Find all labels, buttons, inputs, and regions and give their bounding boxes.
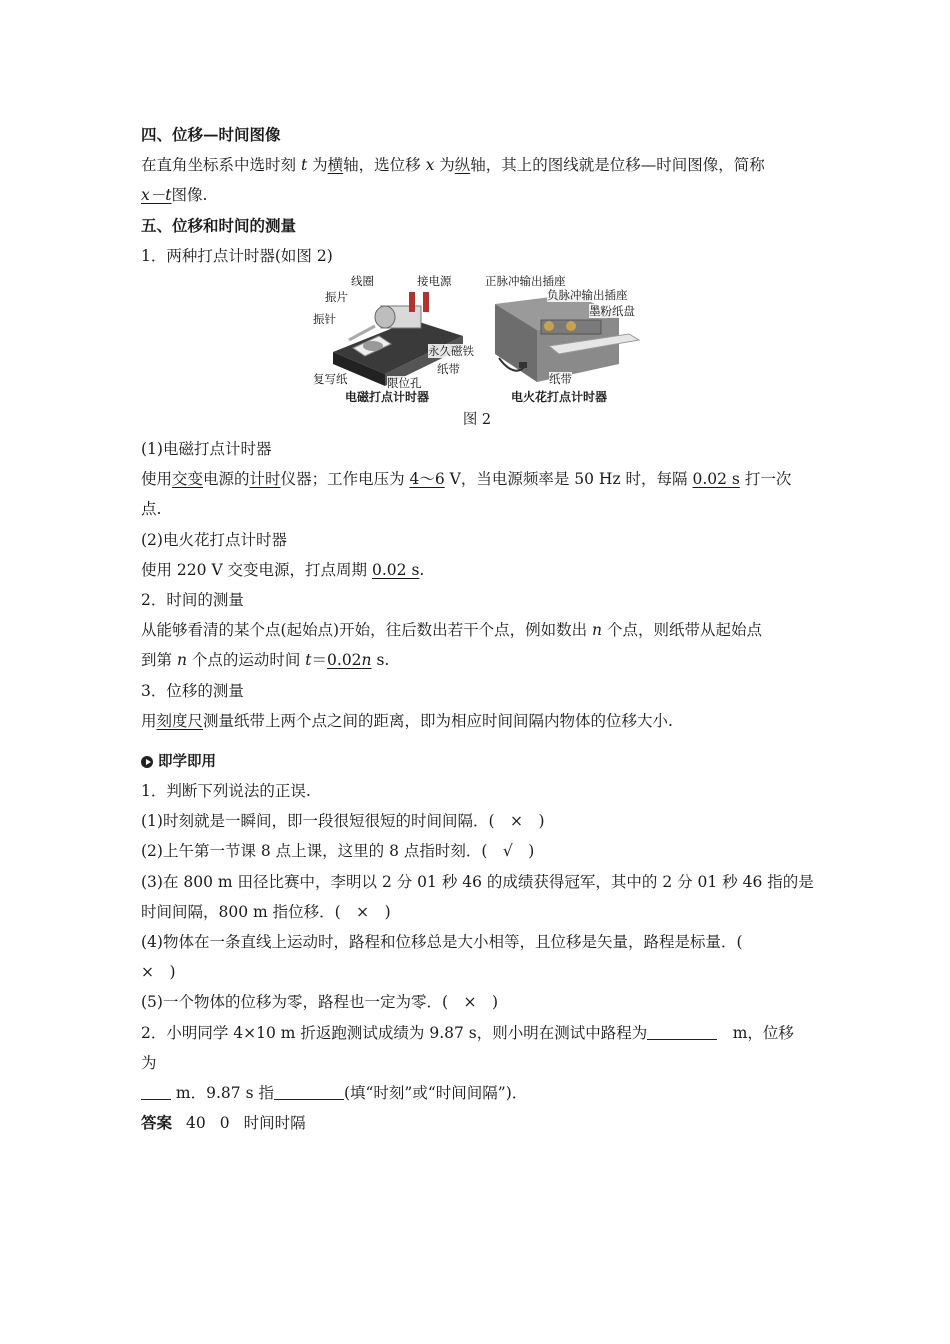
timer-figure bbox=[141, 274, 813, 405]
question-2-line2: 为 bbox=[141, 1053, 157, 1072]
question-1-title: 1．判断下列说法的正误. bbox=[141, 782, 311, 801]
label-coil: 线圈 bbox=[351, 274, 374, 289]
figure-number: 图 2 bbox=[462, 412, 492, 429]
label-power: 接电源 bbox=[417, 274, 452, 289]
question-1-4-line2: × ) bbox=[141, 963, 176, 982]
practice-heading: 即学即用 bbox=[141, 748, 813, 776]
caption-electromagnetic: 电磁打点计时器 bbox=[345, 390, 430, 405]
time-measure-line2: 到第 n 个点的运动时间 t＝0.02n s. bbox=[141, 651, 390, 670]
item-1-title: 1．两种打点计时器(如图 2) bbox=[141, 246, 333, 265]
section-4-paragraph-line2: x－t图像. bbox=[141, 186, 208, 205]
spark-timer-text: 使用 220 V 交变电源，打点周期 0.02 s. bbox=[141, 560, 425, 579]
question-2-line3: m．9.87 s 指 (填“时刻”或“时间间隔”)． bbox=[141, 1078, 813, 1108]
label-tape: 纸带 bbox=[437, 362, 460, 377]
section-5-heading: 五、位移和时间的测量 bbox=[141, 215, 297, 235]
item-2-title: 2．时间的测量 bbox=[141, 591, 244, 610]
answer-line: 答案 40 0 时间时隔 bbox=[141, 1113, 306, 1133]
question-1-1: (1)时刻就是一瞬间，即一段很短很短的时间间隔．( × ) bbox=[141, 812, 545, 831]
spark-timer-title: (2)电火花打点计时器 bbox=[141, 530, 287, 549]
label-needle: 振针 bbox=[313, 312, 336, 327]
answer-blank bbox=[141, 1085, 171, 1100]
question-1-3-line1: (3)在 800 m 田径比赛中，李明以 2 分 01 秒 46 的成绩获得冠军，其中的 2 分 01 秒 46 指的是 bbox=[141, 872, 814, 891]
label-magnet: 永久磁铁 bbox=[428, 344, 474, 359]
label-positive-socket: 正脉冲输出插座 bbox=[485, 274, 566, 289]
answer-blank bbox=[274, 1085, 344, 1100]
section-4-paragraph-line1: 在直角坐标系中选时刻 t 为横轴，选位移 x 为纵轴，其上的图线就是位移—时间图像，简称 bbox=[141, 156, 765, 175]
label-carbon-paper: 复写纸 bbox=[313, 372, 348, 387]
label-tape-right: 纸带 bbox=[549, 372, 572, 387]
question-1-4-line1: (4)物体在一条直线上运动时，路程和位移总是大小相等，且位移是矢量，路程是标量．( bbox=[141, 933, 743, 952]
em-timer-text-line2: 点. bbox=[141, 500, 162, 519]
label-reed: 振片 bbox=[325, 290, 348, 305]
caption-spark: 电火花打点计时器 bbox=[511, 390, 608, 405]
label-negative-socket: 负脉冲输出插座 bbox=[547, 288, 628, 303]
em-timer-title: (1)电磁打点计时器 bbox=[141, 440, 272, 459]
label-toner-disk: 墨粉纸盘 bbox=[589, 304, 635, 319]
em-timer-text-line1: 使用交变电源的计时仪器；工作电压为 4～6 V，当电源频率是 50 Hz 时，每隔 0.02 s 打一次 bbox=[141, 470, 792, 489]
question-1-5: (5)一个物体的位移为零，路程也一定为零．( × ) bbox=[141, 993, 499, 1012]
displacement-measure-text: 用刻度尺测量纸带上两个点之间的距离，即为相应时间间隔内物体的位移大小. bbox=[141, 711, 673, 730]
question-1-3-line2: 时间间隔，800 m 指位移．( × ) bbox=[141, 902, 391, 921]
question-2-line1: 2．小明同学 4×10 m 折返跑测试成绩为 9.87 s，则小明在测试中路程为 m，位移 bbox=[141, 1023, 794, 1042]
item-3-title: 3．位移的测量 bbox=[141, 681, 244, 700]
time-measure-line1: 从能够看清的某个点(起始点)开始，往后数出若干个点，例如数出 n 个点，则纸带从起始点 bbox=[141, 621, 762, 640]
label-limit-hole: 限位孔 bbox=[387, 376, 422, 391]
answer-blank bbox=[647, 1025, 717, 1040]
document-page bbox=[141, 120, 813, 1138]
question-1-2: (2)上午第一节课 8 点上课，这里的 8 点指时刻．( √ ) bbox=[141, 842, 535, 861]
section-4-heading: 四、位移—时间图像 bbox=[141, 125, 281, 144]
play-circle-icon bbox=[141, 756, 153, 768]
